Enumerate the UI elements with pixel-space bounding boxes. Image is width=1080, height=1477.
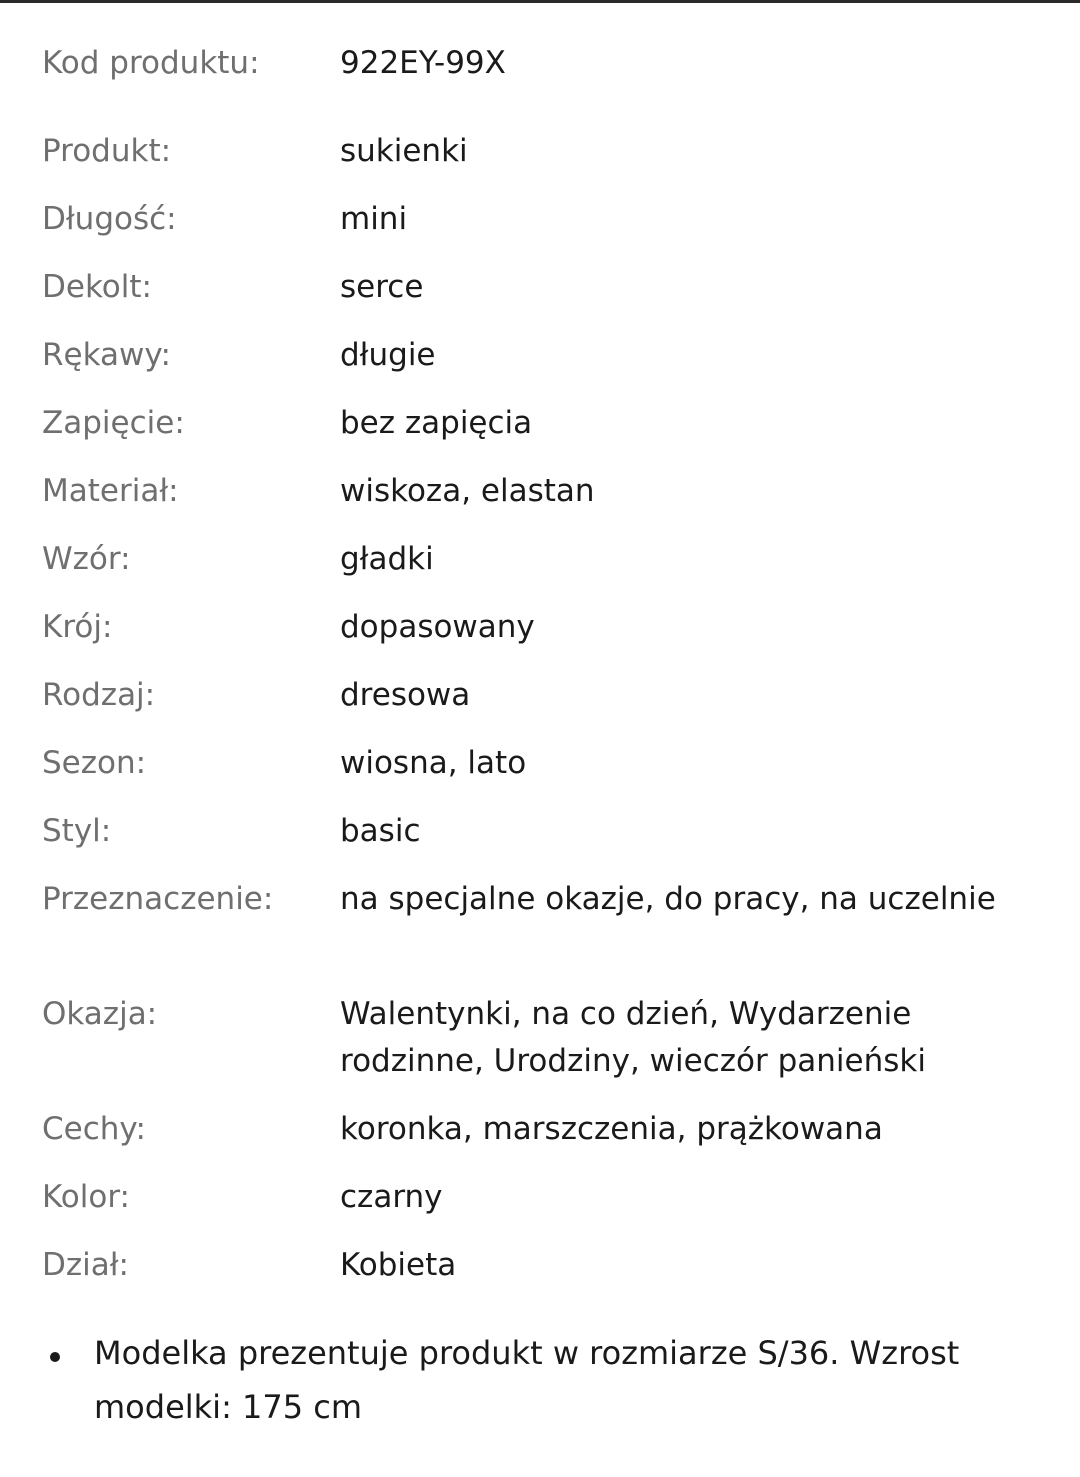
spec-label: Cechy: (42, 1111, 146, 1147)
spec-value: basic (340, 813, 421, 849)
spec-value: serce (340, 269, 424, 305)
spec-value: dresowa (340, 677, 471, 713)
spec-value: gładki (340, 541, 434, 577)
spec-row-purpose (42, 876, 1042, 991)
spec-row-occasion (42, 991, 1042, 1106)
spec-value: sukienki (340, 133, 468, 169)
product-spec-table (42, 40, 1042, 1310)
spec-row-pattern (42, 536, 1042, 604)
spec-value: Walentynki, na co dzień, Wydarzenie rodzinne, Urodziny, wieczór panieński (340, 996, 926, 1079)
spec-row-product (42, 128, 1042, 196)
spec-row-cut (42, 604, 1042, 672)
spec-row-closure (42, 400, 1042, 468)
spec-value: wiskoza, elastan (340, 473, 595, 509)
model-size-note (50, 1326, 1040, 1434)
spec-value: Kobieta (340, 1247, 457, 1283)
spec-value: długie (340, 337, 436, 373)
spec-label: Produkt: (42, 133, 172, 169)
spec-value: koronka, marszczenia, prążkowana (340, 1111, 883, 1147)
spec-label: Styl: (42, 813, 112, 849)
spec-label: Materiał: (42, 473, 179, 509)
spec-value: na specjalne okazje, do pracy, na uczelnie (340, 881, 996, 917)
spec-row-product-code (42, 40, 1042, 108)
spec-label: Dział: (42, 1247, 130, 1283)
spec-label: Kolor: (42, 1179, 130, 1215)
spec-row-style (42, 808, 1042, 876)
spec-label: Zapięcie: (42, 405, 185, 441)
spec-row-features (42, 1106, 1042, 1174)
spec-row-neckline (42, 264, 1042, 332)
spec-label: Sezon: (42, 745, 147, 781)
spec-label: Przeznaczenie: (42, 881, 274, 917)
spec-row-color (42, 1174, 1042, 1242)
spec-value: czarny (340, 1179, 443, 1215)
spec-value: 922EY-99X (340, 45, 506, 81)
spec-label: Wzór: (42, 541, 131, 577)
spec-row-season (42, 740, 1042, 808)
spec-label: Okazja: (42, 996, 158, 1032)
spec-label: Kod produktu: (42, 45, 260, 81)
spec-value: wiosna, lato (340, 745, 527, 781)
spec-label: Rękawy: (42, 337, 171, 373)
spec-row-material (42, 468, 1042, 536)
spec-label: Dekolt: (42, 269, 152, 305)
spec-row-department (42, 1242, 1042, 1310)
model-size-note-text: Modelka prezentuje produkt w rozmiarze S/36. Wzrost modelki: 175 cm (94, 1334, 960, 1426)
top-divider (0, 0, 1080, 3)
bullet-icon (50, 1352, 60, 1362)
spec-row-sleeves (42, 332, 1042, 400)
spec-label: Krój: (42, 609, 113, 645)
spec-row-type (42, 672, 1042, 740)
spec-value: bez zapięcia (340, 405, 533, 441)
spec-label: Długość: (42, 201, 177, 237)
spec-row-length (42, 196, 1042, 264)
spec-value: dopasowany (340, 609, 535, 645)
spec-value: mini (340, 201, 408, 237)
spec-label: Rodzaj: (42, 677, 156, 713)
